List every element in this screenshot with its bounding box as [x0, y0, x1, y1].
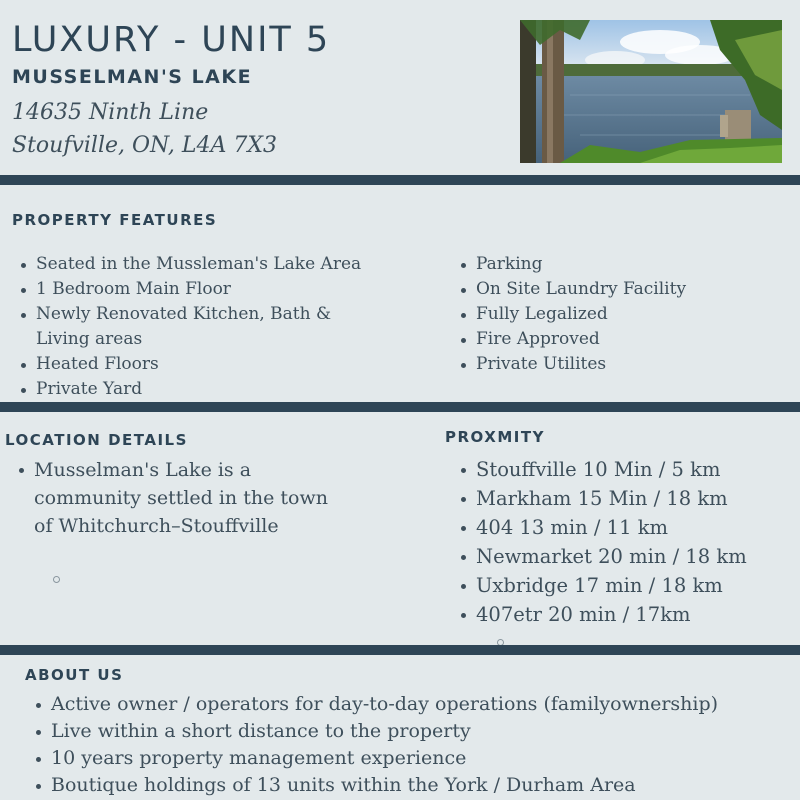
list-item: 407etr 20 min / 17km: [452, 600, 792, 629]
list-item: Fully Legalized: [452, 302, 782, 327]
list-item: Active owner / operators for day-to-day operations (familyownership): [27, 691, 787, 718]
list-item: Boutique holdings of 13 units within the York / Durham Area: [27, 772, 787, 799]
lake-photo: [520, 20, 782, 163]
list-item: On Site Laundry Facility: [452, 277, 782, 302]
property-features-heading: PROPERTY FEATURES: [12, 211, 218, 229]
list-item: Heated Floors: [12, 352, 442, 377]
list-item: Parking: [452, 252, 782, 277]
list-item: Markham 15 Min / 18 km: [452, 484, 792, 513]
empty-bullet: [53, 576, 60, 583]
about-us-heading: ABOUT US: [25, 666, 124, 684]
list-item: 1 Bedroom Main Floor: [12, 277, 442, 302]
list-item: Seated in the Mussleman's Lake Area: [12, 252, 442, 277]
list-item: Newly Renovated Kitchen, Bath &: [12, 302, 442, 327]
proximity-list: [452, 455, 792, 629]
list-item: Newmarket 20 min / 18 km: [452, 542, 792, 571]
features-list-left: [12, 252, 442, 402]
list-item: Private Yard: [12, 377, 442, 402]
address-line-1: 14635 Ninth Line: [12, 100, 209, 125]
divider-middle: [0, 402, 800, 412]
list-item: Uxbridge 17 min / 18 km: [452, 571, 792, 600]
list-item: Private Utilites: [452, 352, 782, 377]
location-details-heading: LOCATION DETAILS: [5, 431, 188, 449]
page-subtitle: MUSSELMAN'S LAKE: [12, 66, 253, 88]
list-item: Fire Approved: [452, 327, 782, 352]
list-item: Stouffville 10 Min / 5 km: [452, 455, 792, 484]
about-list: [27, 691, 787, 799]
list-item-continuation: Living areas: [36, 329, 143, 349]
list-item: Musselman's Lake is a community settled in the town of Whitchurch–Stouffville: [10, 456, 350, 540]
list-item: Live within a short distance to the property: [27, 718, 787, 745]
location-list: [10, 456, 350, 540]
proximity-heading: PROXMITY: [445, 428, 545, 446]
divider-bottom: [0, 645, 800, 655]
divider-top: [0, 175, 800, 185]
features-list-right: [452, 252, 782, 377]
address-line-2: Stoufville, ON, L4A 7X3: [12, 133, 278, 158]
list-item: 10 years property management experience: [27, 745, 787, 772]
page-title: LUXURY - UNIT 5: [12, 20, 331, 60]
list-item: 404 13 min / 11 km: [452, 513, 792, 542]
